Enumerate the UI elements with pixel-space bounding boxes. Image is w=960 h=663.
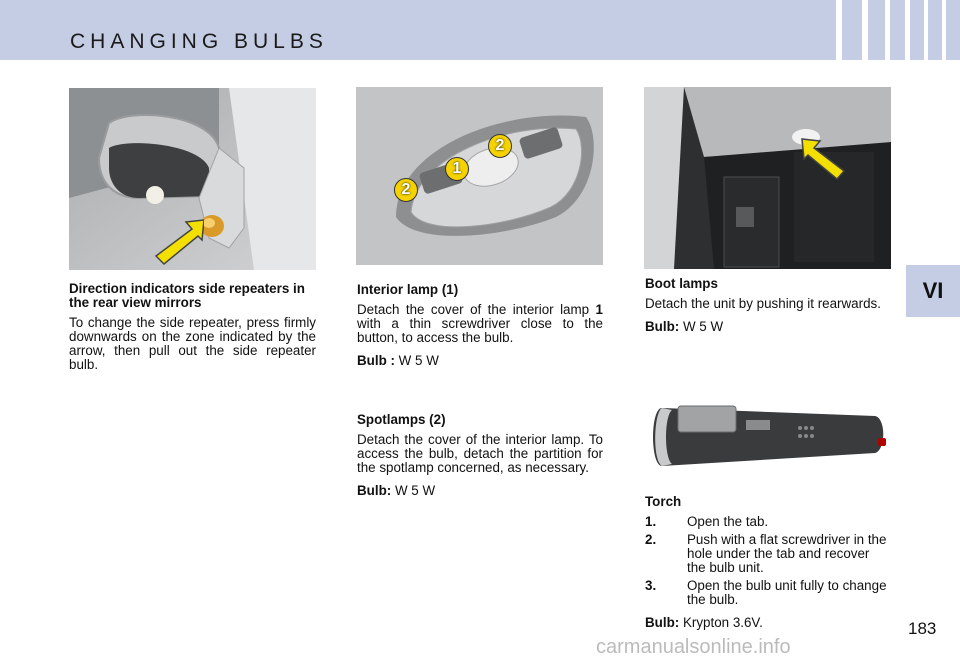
number-badge-label: 2 [495, 137, 505, 154]
boot-text: Detach the unit by pushing it rearwards. [645, 296, 881, 311]
arrow-icon [800, 137, 846, 181]
mirror-photo [69, 88, 316, 270]
spot-bulb [357, 484, 603, 498]
interior-text-b: with a thin screwdriver close to the button, to access the bulb. [357, 316, 603, 345]
page-title: CHANGING BULBS [70, 30, 328, 53]
section-tab-label: VI [922, 278, 944, 303]
bulb-value: W 5 W [398, 353, 439, 368]
page-number: 183 [908, 619, 937, 638]
step-text: Open the tab. [687, 514, 769, 529]
page-header [0, 0, 960, 60]
interior-text-a: Detach the cover of the interior lamp [357, 302, 590, 317]
header-stripe [905, 0, 910, 60]
torch-heading: Torch [645, 494, 682, 509]
mirror-heading: Direction indicators side repeaters in the rear view mirrors [69, 281, 305, 310]
bulb-value: Krypton 3.6V. [682, 615, 763, 630]
step-number: 2. [645, 532, 657, 547]
bulb-value: W 5 W [394, 483, 436, 498]
header-stripe [885, 0, 890, 60]
spot-heading: Spotlamps (2) [357, 412, 446, 427]
bulb-label: Bulb: [357, 483, 392, 498]
torch-steps [645, 515, 891, 607]
header-stripe [862, 0, 868, 60]
step-text: Push with a flat screwdriver in the hole under the tab and recover the bulb unit. [687, 532, 887, 575]
list-item [645, 515, 891, 529]
step-number: 1. [645, 514, 657, 529]
arrow-icon [154, 218, 204, 266]
number-badge-label: 1 [452, 160, 462, 177]
number-badge [394, 178, 418, 202]
boot-heading: Boot lamps [645, 276, 718, 291]
column-interior [357, 283, 603, 377]
bulb-label: Bulb : [357, 353, 395, 368]
bulb-label: Bulb: [645, 319, 680, 334]
list-item [645, 579, 891, 607]
header-stripe [836, 0, 842, 60]
number-badge [445, 157, 469, 181]
interior-text-num: 1 [595, 302, 603, 317]
column-torch [645, 495, 891, 639]
mirror-text: To change the side repeater, press firmly downwards on the zone indicated by the arrow, then pull out the side repeater bulb. [69, 315, 316, 372]
interior-lamp-photo [356, 87, 603, 265]
step-text: Open the bulb unit fully to change the bulb. [687, 578, 887, 607]
step-number: 3. [645, 578, 657, 593]
interior-text [357, 303, 603, 345]
spot-text: Detach the cover of the interior lamp. To access the bulb, detach the partition for the spotlamp concerned, as necessary. [357, 432, 603, 475]
column-boot [645, 277, 891, 343]
interior-heading: Interior lamp (1) [357, 282, 459, 297]
bulb-value: W 5 W [682, 319, 724, 334]
number-badge-label: 2 [401, 181, 411, 198]
interior-bulb [357, 354, 603, 368]
column-mirror [69, 282, 316, 381]
column-spot [357, 413, 603, 507]
section-tab [906, 265, 960, 317]
number-badge [488, 134, 512, 158]
boot-bulb [645, 320, 891, 334]
header-stripe [924, 0, 928, 60]
torch-bulb [645, 616, 891, 630]
boot-photo [644, 87, 891, 269]
torch-photo [650, 398, 890, 473]
header-stripe [942, 0, 946, 60]
bulb-label: Bulb: [645, 615, 680, 630]
list-item [645, 533, 891, 575]
watermark: carmanualsonline.info [596, 636, 791, 658]
